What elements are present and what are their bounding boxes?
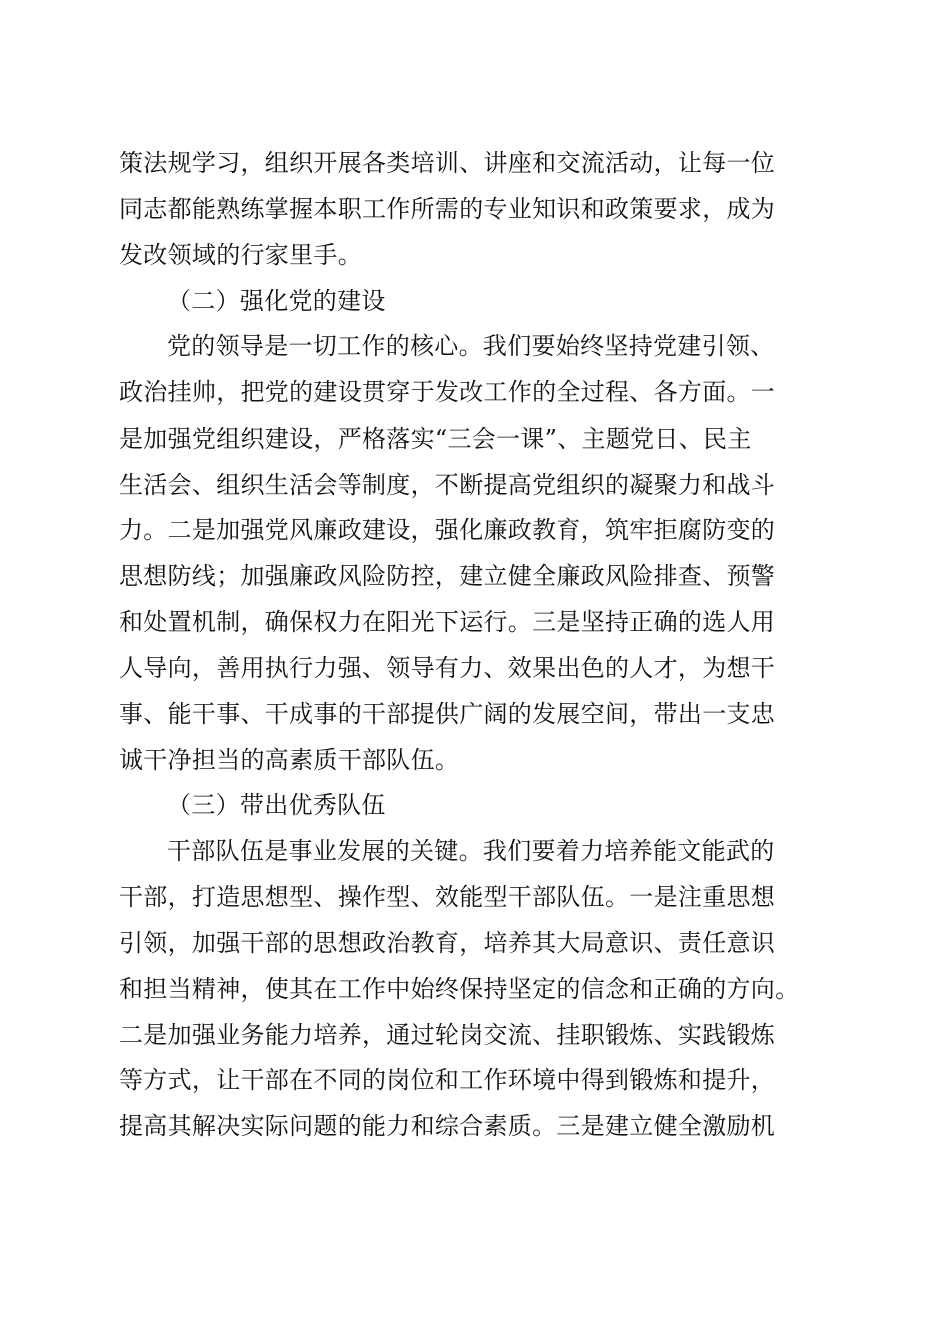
paragraph-line: 人导向，善用执行力强、领导有力、效果出色的人才，为想干 xyxy=(119,654,776,682)
section-heading-3: （三）带出优秀队伍 xyxy=(167,791,386,819)
paragraph-line: 等方式，让干部在不同的岗位和工作环境中得到锻炼和提升， xyxy=(119,1066,776,1094)
paragraph-line: 策法规学习，组织开展各类培训、讲座和交流活动，让每一位 xyxy=(119,149,776,177)
paragraph-line: 党的领导是一切工作的核心。我们要始终坚持党建引领、 xyxy=(167,332,775,360)
paragraph-line: 发改领域的行家里手。 xyxy=(119,241,362,269)
paragraph-line: 引领，加强干部的思想政治教育，培养其大局意识、责任意识 xyxy=(119,929,776,957)
paragraph-line: 力。二是加强党风廉政建设，强化廉政教育，筑牢拒腐防变的 xyxy=(119,516,776,544)
paragraph-line: 和处置机制，确保权力在阳光下运行。三是坚持正确的选人用 xyxy=(119,608,776,636)
paragraph-line: 事、能干事、干成事的干部提供广阔的发展空间，带出一支忠 xyxy=(119,700,776,728)
paragraph-line: 二是加强业务能力培养，通过轮岗交流、挂职锻炼、实践锻炼 xyxy=(119,1021,776,1049)
paragraph-line: 生活会、组织生活会等制度，不断提高党组织的凝聚力和战斗 xyxy=(119,471,776,499)
paragraph-line: 干部，打造思想型、操作型、效能型干部队伍。一是注重思想 xyxy=(119,883,776,911)
paragraph-line: 同志都能熟练掌握本职工作所需的专业知识和政策要求，成为 xyxy=(119,195,776,223)
paragraph-line: 是加强党组织建设，严格落实“三会一课”、主题党日、民主 xyxy=(119,425,752,453)
paragraph-line: 政治挂帅，把党的建设贯穿于发改工作的全过程、各方面。一 xyxy=(119,378,776,406)
paragraph-line: 提高其解决实际问题的能力和综合素质。三是建立健全激励机 xyxy=(119,1112,776,1140)
paragraph-line: 思想防线；加强廉政风险防控，建立健全廉政风险排查、预警 xyxy=(119,562,776,590)
paragraph-line: 干部队伍是事业发展的关键。我们要着力培养能文能武的 xyxy=(167,837,775,865)
paragraph-line: 和担当精神，使其在工作中始终保持坚定的信念和正确的方向。 xyxy=(119,975,800,1003)
section-heading-2: （二）强化党的建设 xyxy=(167,287,386,315)
paragraph-line: 诚干净担当的高素质干部队伍。 xyxy=(119,746,460,774)
